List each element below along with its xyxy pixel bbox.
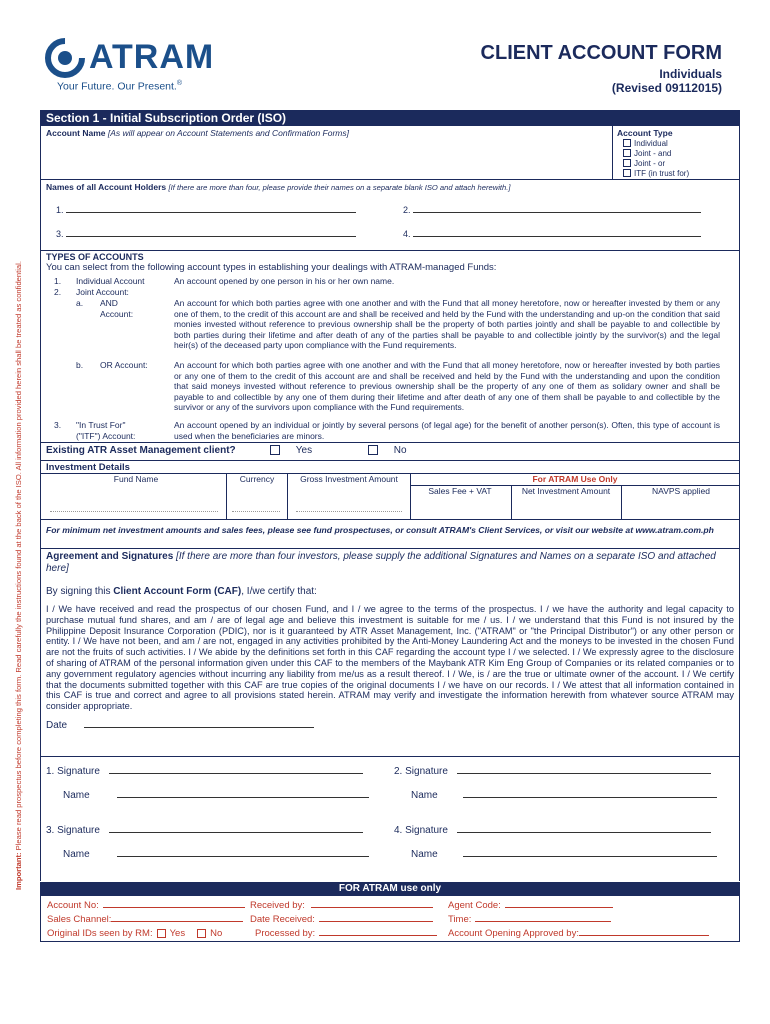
account-type-option-label: Joint - or [634, 158, 666, 168]
name-3-field[interactable] [63, 849, 369, 860]
atram-use-col-1 [47, 899, 245, 941]
holder-3-field[interactable] [56, 229, 356, 239]
type-2b-label: OR Account: [100, 360, 148, 370]
divider [40, 519, 740, 520]
type-1-label: Individual Account [76, 276, 145, 286]
types-of-accounts [46, 252, 736, 273]
divider [40, 548, 740, 549]
agent-code-field[interactable] [448, 899, 709, 913]
holders-note: [If there are more than four, please provide their names on a separate blank ISO and attach herewith.] [168, 183, 511, 192]
certify-prefix: By signing this [46, 586, 111, 597]
col-net-investment: Net Investment Amount [521, 486, 611, 496]
account-no-line[interactable] [103, 907, 245, 908]
existing-no-option[interactable] [368, 445, 407, 456]
section1-header: Section 1 - Initial Subscription Order (ISO) [40, 110, 740, 126]
time-label: Time: [448, 914, 472, 925]
agreement-heading [46, 551, 734, 575]
processed-by-field[interactable] [250, 927, 437, 941]
atram-logo-icon [45, 38, 85, 78]
type-2a-desc: An account for which both parties agree with one another and with the Fund that all money heretofore, now or hereafter invested by them or any one of them, to the credit of this account are and shall be received and held by the Fund with the understanding and up-on the condition that said monies invested without reference to previous ownership shall be the property of both parties jointly and shall be payable to and collectible by both parties during their lifetime and after death of any of the parties shall be payable to and collectible jointly by the survivor(s) and the legal heir(s) of the deceased party upon compliance with the Fund requirements. [174, 298, 720, 351]
name-1-label: Name [63, 790, 90, 801]
checkbox-icon[interactable] [270, 445, 280, 455]
brand-tagline-row [57, 80, 182, 93]
account-type-joint-or[interactable] [623, 159, 741, 169]
checkbox-icon[interactable] [368, 445, 378, 455]
investment-note: For minimum net investment amounts and sales fees, please see fund prospectuses, or consult ATRAM's Client Services, or visit our website at www.atram.com.ph [46, 525, 714, 535]
name-4-line[interactable] [463, 856, 717, 857]
col-divider [511, 485, 512, 519]
holder-number: 1. [56, 205, 64, 215]
checkbox-icon[interactable] [157, 929, 166, 938]
divider [40, 250, 740, 251]
currency-input[interactable] [232, 511, 280, 512]
checkbox-icon[interactable] [623, 149, 631, 157]
signature-2-label: 2. Signature [394, 766, 448, 777]
account-type-option-label: ITF (in trust for) [634, 168, 690, 178]
original-ids-yes-label: Yes [169, 928, 186, 939]
type-3-label-2: ("ITF") Account: [76, 431, 136, 441]
account-type-individual[interactable] [623, 139, 741, 149]
signature-4-field[interactable] [394, 825, 711, 836]
account-type-joint-and[interactable] [623, 149, 741, 159]
col-divider [621, 485, 622, 519]
name-2-line[interactable] [463, 797, 717, 798]
original-ids-field [47, 927, 245, 941]
agent-code-line[interactable] [505, 907, 613, 908]
sidebar-important-label: Important: [14, 852, 23, 890]
original-ids-label: Original IDs seen by RM: [47, 928, 153, 939]
account-type-option-label: Individual [634, 138, 668, 148]
signature-3-field[interactable] [46, 825, 363, 836]
type-2b-desc: An account for which both parties agree with one another and with the Fund that all money heretofore, now or hereafter invested by both parties or any one of them to the credit of this account are and shall be received and held by the Fund with the understanding and upon the condition that said moneys invested without reference to previous ownership shall be the property of any one of them as solidary owner and shall be payable to and collectible by any one of them during their lifetime and after death of any one of them shall be payable to and collectible by the survivor or any of the survivors upon compliance with the Fund requirements. [174, 360, 720, 413]
type-2b-num: b. [76, 360, 84, 370]
agreement-note: [If there are more than four investors, please supply the additional Signatures and Names on a separate ISO and attached here] [46, 551, 716, 574]
existing-yes-option[interactable] [270, 445, 312, 456]
processed-by-line[interactable] [319, 935, 437, 936]
holders-label: Names of all Account Holders [46, 182, 167, 192]
date-received-field[interactable] [250, 913, 437, 927]
col-divider [410, 473, 411, 519]
type-2a-label-2: Account: [100, 309, 134, 319]
original-ids-no-label: No [210, 928, 223, 939]
received-by-label: Received by: [250, 900, 305, 911]
type-3-desc: An account opened by an individual or jointly by several persons (of legal age) for the benefit of another person(s). Often, this type of account is used when the beneficiaries are minors. [174, 420, 720, 441]
form-subtitle: Individuals [659, 67, 722, 81]
holders-row [46, 182, 510, 194]
name-2-label: Name [411, 790, 438, 801]
certify-line [46, 586, 317, 597]
signature-3-label: 3. Signature [46, 825, 100, 836]
account-name-row [46, 128, 349, 139]
type-3-label-1: "In Trust For" [76, 420, 126, 430]
sidebar-notice-text: Please read prospectus before completing this form. Read carefully the instructions found at the back of the ISO. All information provided herein shall be treated as confidential. [14, 261, 23, 851]
brand-name: ATRAM [89, 38, 215, 76]
registered-mark: ® [176, 80, 183, 87]
sales-channel-label: Sales Channel: [47, 914, 112, 925]
types-intro: You can select from the following account types in establishing your dealings with ATRAM-managed Funds: [46, 262, 497, 273]
atram-use-col-2 [250, 899, 437, 941]
signature-2-line[interactable] [457, 773, 711, 774]
col-currency: Currency [239, 474, 275, 484]
type-2a-num: a. [76, 298, 84, 308]
name-3-label: Name [63, 849, 90, 860]
col-divider [287, 473, 288, 519]
time-field[interactable] [448, 913, 709, 927]
sales-channel-field[interactable] [47, 913, 245, 927]
date-received-label: Date Received: [250, 914, 315, 925]
signature-4-line[interactable] [457, 832, 711, 833]
gross-amount-input[interactable] [296, 511, 402, 512]
existing-yes-label: Yes [295, 445, 313, 456]
atram-use-header: FOR ATRAM use only [40, 882, 740, 896]
name-1-field[interactable] [63, 790, 369, 801]
holder-2-line[interactable] [413, 212, 701, 213]
divider [40, 460, 740, 461]
types-title: TYPES OF ACCOUNTS [46, 252, 144, 262]
account-type-options [613, 139, 741, 179]
name-4-label: Name [411, 849, 438, 860]
divider [40, 179, 740, 180]
account-name-label: Account Name [46, 128, 106, 138]
checkbox-icon[interactable] [623, 169, 631, 177]
agent-code-label: Agent Code: [448, 900, 501, 911]
holder-1-field[interactable] [56, 205, 356, 215]
processed-by-label: Processed by: [255, 928, 316, 939]
col-gross: Gross Investment Amount [300, 474, 398, 484]
account-type-option-label: Joint - and [634, 148, 672, 158]
holder-4-field[interactable] [403, 229, 701, 239]
checkbox-icon[interactable] [623, 139, 631, 147]
account-name-note: [As will appear on Account Statements and Confirmation Forms] [107, 128, 349, 138]
divider [40, 756, 740, 757]
type-2-num: 2. [54, 287, 62, 297]
holder-4-line[interactable] [413, 236, 701, 237]
date-line[interactable] [84, 727, 314, 728]
account-no-label: Account No: [47, 900, 99, 911]
holder-number: 3. [56, 229, 64, 239]
account-type-box [612, 126, 741, 179]
received-by-field[interactable] [250, 899, 437, 913]
sidebar-notice [14, 170, 23, 890]
holder-3-line[interactable] [66, 236, 356, 237]
type-3-num: 3. [54, 420, 62, 430]
atram-use-col-3 [448, 899, 709, 941]
investment-title: Investment Details [46, 462, 130, 473]
form-revision: (Revised 09112015) [611, 81, 722, 95]
certify-suffix: , I/we certify that: [241, 586, 317, 597]
type-1-desc: An account opened by one person in his or her own name. [174, 276, 395, 286]
signature-1-field[interactable] [46, 766, 363, 777]
holder-number: 4. [403, 229, 411, 239]
holder-number: 2. [403, 205, 411, 215]
checkbox-icon[interactable] [623, 159, 631, 167]
type-2a-label-1: AND [100, 298, 118, 308]
name-1-line[interactable] [117, 797, 369, 798]
signature-1-line[interactable] [109, 773, 363, 774]
name-3-line[interactable] [117, 856, 369, 857]
signature-4-label: 4. Signature [394, 825, 448, 836]
holder-2-field[interactable] [403, 205, 701, 215]
type-1-num: 1. [54, 276, 62, 286]
date-field[interactable] [46, 720, 314, 731]
col-navps: NAVPS applied [652, 486, 710, 496]
sales-channel-line[interactable] [111, 921, 243, 922]
account-type-label: Account Type [617, 128, 673, 138]
col-divider [226, 473, 227, 519]
date-label: Date [46, 720, 68, 731]
account-type-itf[interactable] [623, 169, 741, 179]
atram-use-only-label: For ATRAM Use Only [532, 474, 618, 484]
agreement-title: Agreement and Signatures [46, 551, 174, 562]
signature-3-line[interactable] [109, 832, 363, 833]
account-no-field[interactable] [47, 899, 245, 913]
time-line[interactable] [475, 921, 611, 922]
form-header [481, 42, 722, 95]
agreement-body: I / We have received and read the prospectus of our chosen Fund, and I / we agree to the terms of the prospectus. I / we have the authority and legal capacity to purchase mutual fund shares, and am / are of legal age and believe this investment is suitable for me / us. I / we understand that this Fund is not insured by the Philippine Deposit Insurance Corporation (PDIC), nor is it guaranteed by ATR Asset Management, Inc. ("ATRAM" or "the Principal Distributor") or any other person or entity. I / We have not been, and am / are not, engaged in any activities prohibited by the Anti-Money Laundering Act and the moneys to be invested in the chosen Fund are not the fruits of such activities. I / We abide by the definitions set forth in this CAF regarding the account type I / we selected. I / We expressly agree to the disclosure of sharing of ATRAM of the personal information given under this CAF to the members of the Maybank ATR Kim Eng Group of Companies or its related companies or to any government regulatory agencies without incurring any liability from me/us as a result thereof. I / We, is / are the true or ultimate owner of the account. I / We certify that the documents submitted together with this CAF are true copies of the original documents I / we have on our records. I / We attest that all information contained in this CAF is true and correct and agree to all provisions stated herein. ATRAM may verify and investigate the information herewith from whatever source ATRAM may consider appropriate. [46, 604, 734, 712]
col-fund-name: Fund Name [113, 474, 159, 484]
name-4-field[interactable] [411, 849, 717, 860]
date-received-line[interactable] [319, 921, 433, 922]
existing-client-question: Existing ATR Asset Management client? [46, 445, 236, 456]
form-title: CLIENT ACCOUNT FORM [480, 42, 722, 64]
holder-1-line[interactable] [66, 212, 356, 213]
approved-by-field[interactable] [448, 927, 709, 941]
certify-caf: Client Account Form (CAF) [113, 586, 242, 597]
name-2-field[interactable] [411, 790, 717, 801]
type-2-label: Joint Account: [76, 287, 129, 297]
brand-tagline: Your Future. Our Present. [57, 80, 177, 93]
col-sales-fee: Sales Fee + VAT [428, 486, 492, 496]
received-by-line[interactable] [311, 907, 433, 908]
checkbox-icon[interactable] [197, 929, 206, 938]
signature-1-label: 1. Signature [46, 766, 100, 777]
fund-name-input[interactable] [50, 511, 218, 512]
existing-no-label: No [393, 445, 407, 456]
divider [410, 485, 740, 486]
approved-by-label: Account Opening Approved by: [448, 928, 579, 939]
divider [40, 442, 740, 443]
approved-by-line[interactable] [579, 935, 709, 936]
signature-2-field[interactable] [394, 766, 711, 777]
